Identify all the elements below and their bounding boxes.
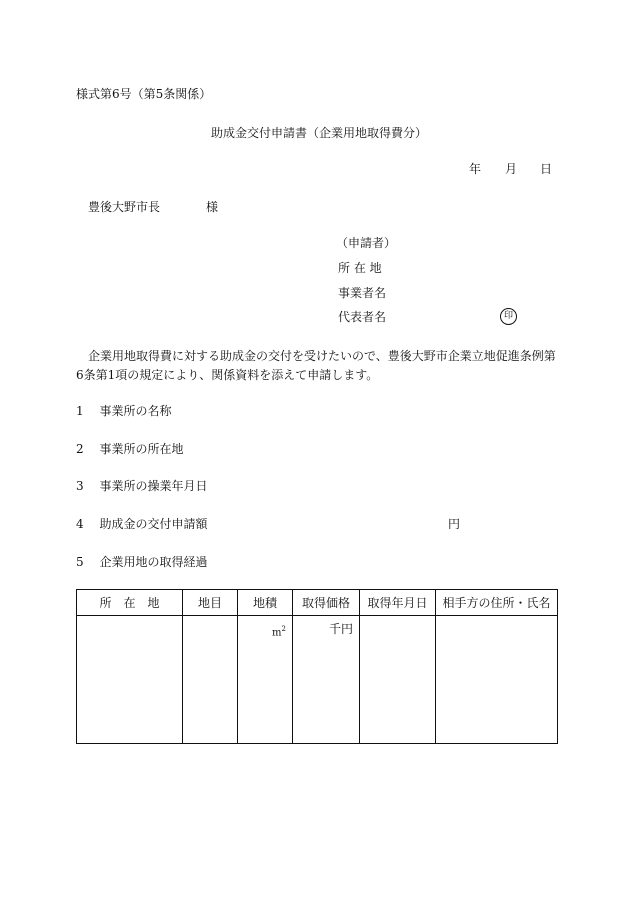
list-item — [76, 403, 171, 419]
addressee-honorific: 様 — [206, 200, 219, 214]
addressee-name: 豊後大野市長 — [88, 200, 161, 214]
cell-area[interactable] — [238, 616, 293, 744]
price-unit: 千円 — [328, 622, 353, 636]
land-acquisition-table — [76, 589, 558, 744]
list-item — [76, 554, 207, 570]
cell-acquisition-date[interactable] — [360, 616, 436, 744]
header-counterparty: 相手方の住所・氏名 — [436, 590, 558, 616]
area-unit: m — [272, 627, 282, 639]
applicant-heading: （申請者） — [336, 236, 397, 250]
cell-price[interactable] — [293, 616, 360, 744]
list-item — [76, 516, 207, 532]
grant-amount-unit: 円 — [448, 517, 461, 531]
cell-counterparty[interactable] — [436, 616, 558, 744]
form-number: 様式第6号（第5条関係） — [76, 87, 212, 101]
applicant-business-name-label: 事業者名 — [338, 286, 387, 300]
form-title: 助成金交付申請書（企業用地取得費分） — [211, 126, 428, 140]
item-number: 2 — [76, 442, 84, 456]
cell-location[interactable] — [77, 616, 183, 744]
header-acquisition-date: 取得年月日 — [360, 590, 436, 616]
table-header-row — [77, 590, 558, 616]
header-location: 所 在 地 — [77, 590, 183, 616]
item-label: 企業用地の取得経過 — [99, 555, 208, 569]
applicant-representative-label: 代表者名 — [338, 310, 387, 324]
item-number: 5 — [76, 555, 84, 569]
item-label: 事業所の操業年月日 — [99, 479, 208, 493]
body-line-2: 6条第1項の規定により、関係資料を添えて申請します。 — [76, 368, 379, 382]
table-row — [77, 616, 558, 744]
item-label: 事業所の所在地 — [99, 442, 184, 456]
body-line-1: 企業用地取得費に対する助成金の交付を受けたいので、豊後大野市企業立地促進条例第 — [88, 349, 556, 363]
date-day: 日 — [540, 162, 553, 176]
list-item — [76, 441, 183, 457]
item-number: 4 — [76, 517, 84, 531]
list-item — [76, 478, 207, 494]
item-label: 助成金の交付申請額 — [99, 517, 208, 531]
header-price: 取得価格 — [293, 590, 360, 616]
item-number: 1 — [76, 404, 84, 418]
applicant-address-label: 所 在 地 — [338, 261, 382, 275]
item-label: 事業所の名称 — [99, 404, 172, 418]
cell-land-category[interactable] — [183, 616, 238, 744]
header-area: 地積 — [238, 590, 293, 616]
date-year: 年 — [469, 162, 482, 176]
seal-icon: 印 — [500, 308, 517, 325]
item-number: 3 — [76, 479, 84, 493]
header-land-category: 地目 — [183, 590, 238, 616]
area-unit-sup: 2 — [281, 625, 286, 633]
date-month: 月 — [505, 162, 518, 176]
